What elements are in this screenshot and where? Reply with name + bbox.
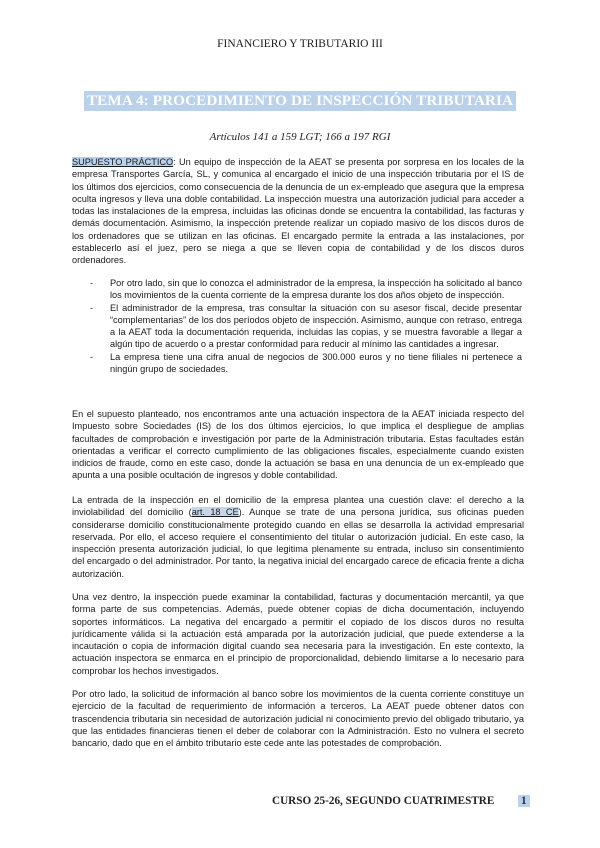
list-item bbox=[90, 277, 522, 302]
case-text: : Un equipo de inspección de la AEAT se presenta por sorpresa en los locales de la empresa Transportes García, SL, y comunica al encargado el inicio de una inspección tributaria por el IS de los últimos dos ejercicios, como consecuencia de la denuncia de un ex-empleado que asegura que la empresa oculta ingresos y lleva una doble contabilidad. La inspección muestra una autorización judicial para acceder a todas las instalaciones de la empresa, incluidas las oficinas donde se encuentra la contabilidad, las facturas y demás documentación. Asimismo, la inspección pretende realizar un copiado masivo de los discos duros de los ordenadores que se utilizan en las oficinas. El encargado permite la entrada a las instalaciones, por establecerlo así el juez, pero se niega a que se lleven copia de contabilidad y de los discos duros ordenadores. bbox=[72, 157, 524, 266]
case-statement bbox=[72, 156, 524, 267]
analysis-paragraph-3: Una vez dentro, la inspección puede examinar la contabilidad, facturas y documentación mercantil, ya que forma parte de sus competencias. Además, puede obtener copias de dicha documentación, incluyendo soportes informáticos. La negativa del encargado a permitir el copiado de los discos duros no resulta jurídicamente válida si la actuación está amparada por la autorización judicial, que puede extenderse a la incautación o copia de información digital cuando sea necesaria para la investigación. En este contexto, la actuación inspectora se enmarca en el principio de proporcionalidad, debiendo limitarse a lo necesario para comprobar los hechos investigados. bbox=[72, 592, 524, 676]
list-item bbox=[90, 351, 522, 376]
running-header: FINANCIERO Y TRIBUTARIO III bbox=[217, 38, 383, 50]
analysis-paragraph-1: En el supuesto planteado, nos encontramos ante una actuación inspectora de la AEAT iniciada respecto del Impuesto sobre Sociedades (IS) de los dos últimos ejercicios, lo que implica el despliegue de amplias facultades de comprobación e investigación por parte de la Administración tributaria. Estas facultades están orientadas a verificar el correcto cumplimiento de las obligaciones fiscales, especialmente cuando existen indicios de fraude, como en este caso, donde la actuación se basa en una denuncia de un ex-empleado que apunta a una posible ocultación de ingresos y doble contabilidad. bbox=[72, 409, 524, 481]
case-bullet-list bbox=[90, 277, 522, 375]
bullet-dash: - bbox=[90, 302, 94, 313]
bullet-dash: - bbox=[90, 278, 94, 288]
title-wrapper bbox=[0, 91, 600, 111]
footer-course: CURSO 25-26, SEGUNDO CUATRIMESTRE bbox=[272, 795, 495, 807]
list-item bbox=[90, 302, 522, 351]
bullet-dash: - bbox=[90, 351, 94, 362]
paragraph-text: La entrada de la inspección en el domicilio de la empresa plantea una cuestión clave: el derecho a la inviolabilidad del domicilio ( bbox=[72, 495, 524, 518]
document-title: TEMA 4: PROCEDIMIENTO DE INSPECCIÓN TRIBUTARIA bbox=[84, 91, 516, 111]
bullet-text: El administrador de la empresa, tras consultar la situación con su asesor fiscal, decide presentar “complementarias” de los dos períodos objeto de inspección. Asimismo, aunque con retraso, entrega a la AEAT toda la documentación requerida, incluidas las copias, y se muestra favorable a llegar a algún tipo de acuerdo o a prestar conformidad para reducir al mínimo las cantidades a ingresar. bbox=[110, 302, 522, 350]
document-subtitle: Artículos 141 a 159 LGT; 166 a 197 RGI bbox=[209, 131, 391, 143]
analysis-paragraph-4: Por otro lado, la solicitud de información al banco sobre los movimientos de la cuenta corriente constituye un ejercicio de la facultad de requerimiento de información a terceros. La AEAT puede obtener datos con trascendencia tributaria sin necesidad de autorización judicial ni conocimiento previo del obligado tributario, ya que las entidades financieras tienen el deber de colaborar con la Administración. Esto no vulnera el secreto bancario, dado que en el ámbito tributario este cede ante las potestades de comprobación. bbox=[72, 689, 524, 749]
page-number: 1 bbox=[518, 795, 530, 807]
article-link[interactable]: art. 18 CE bbox=[191, 507, 239, 518]
bullet-text: La empresa tiene una cifra anual de negocios de 300.000 euros y no tiene filiales ni pertenece a ningún grupo de sociedades. bbox=[110, 351, 522, 375]
case-label: SUPUESTO PRÁCTICO bbox=[72, 157, 174, 167]
analysis-paragraph-2 bbox=[72, 494, 524, 580]
bullet-text: Por otro lado, sin que lo conozca el administrador de la empresa, la inspección ha solicitado al banco los movimientos de la cuenta corriente de la empresa durante los dos años objeto de inspección. bbox=[110, 278, 522, 301]
paragraph-text: ). Aunque se trate de una persona jurídica, sus oficinas pueden considerarse domicilio constitucionalmente protegido cuando en ellas se desarrolla la actividad empresarial reservada. Por ello, el acceso requiere el consentimiento del titular o autorización judicial. En este caso, la inspección presenta autorización judicial, lo que legitima plenamente su entrada, incluso sin consentimiento del encargado o del administrador. Por tanto, la negativa inicial del encargado carece de eficacia frente a dicha autorización. bbox=[72, 507, 524, 579]
